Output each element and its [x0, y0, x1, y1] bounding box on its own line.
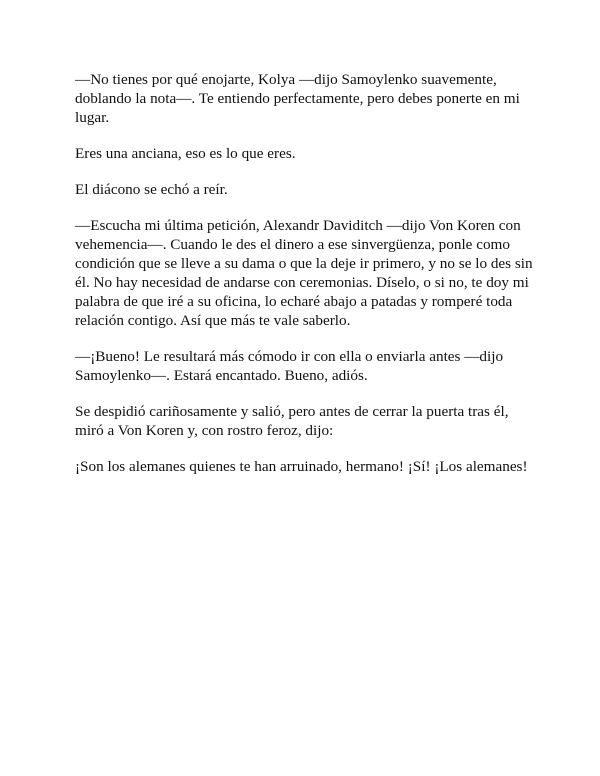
paragraph: —¡Bueno! Le resultará más cómodo ir con ella o enviarla antes —dijo Samoylenko—. Estará encantado. Bueno, adiós. — [75, 348, 504, 384]
paragraph: —Escucha mi última petición, Alexandr Daviditch —dijo Von Koren con vehemencia—. Cuando le des el dinero a ese sinvergüenza, ponle como condición que se lleve a su dama o que la deje ir primero, y no se lo des sin él. No hay necesidad de andarse con ceremonias. Díselo, o si no, te doy mi palabra de que iré a su oficina, lo echaré abajo a patadas y romperé toda relación contigo. Así que más te vale saberlo. — [75, 217, 533, 329]
paragraph: Se despidió cariñosamente y salió, pero antes de cerrar la puerta tras él, miró a Von Koren y, con rostro feroz, dijo: — [75, 403, 509, 439]
document-page — [75, 70, 535, 493]
paragraph: Eres una anciana, eso es lo que eres. — [75, 145, 296, 162]
paragraph: El diácono se echó a reír. — [75, 181, 228, 198]
paragraph: ¡Son los alemanes quienes te han arruinado, hermano! ¡Sí! ¡Los alemanes! — [75, 458, 528, 475]
paragraph: —No tienes por qué enojarte, Kolya —dijo Samoylenko suavemente, doblando la nota—. Te entiendo perfectamente, pero debes ponerte en mi lugar. — [75, 71, 520, 126]
